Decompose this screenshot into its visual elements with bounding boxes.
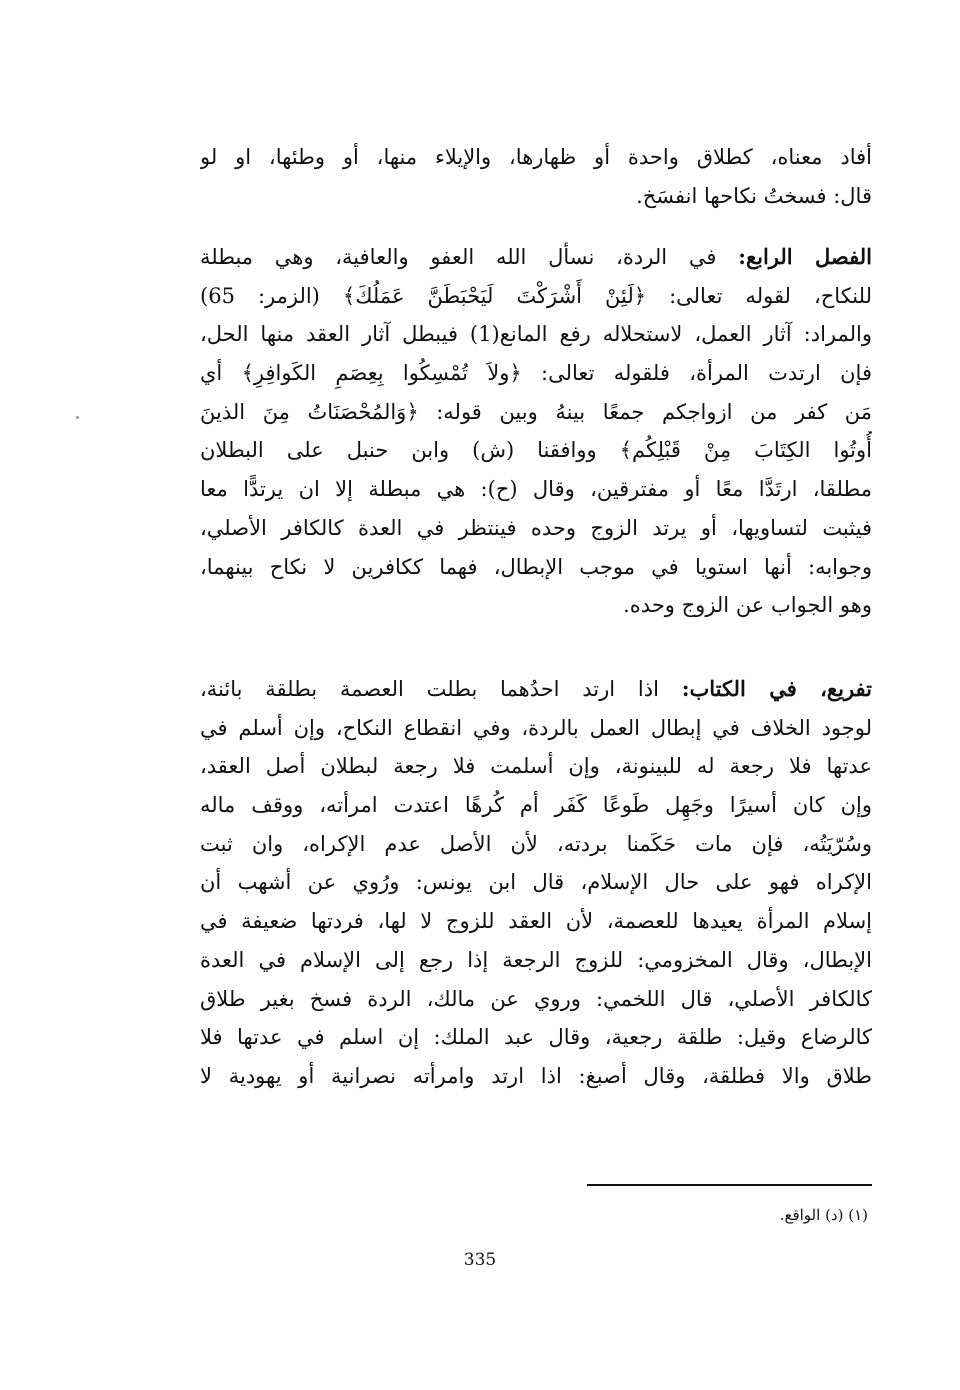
text-run: اذا ارتد احدُهما بطلت العصمة بطلقة بائنة،: [200, 677, 659, 701]
section-heading: الفصل الرابع:: [738, 244, 872, 269]
paragraph-2-apostasy-section: [200, 238, 872, 625]
text-line: وجوابه: أنها استويا في موجب الإبطال، فهما ككافرين لا نكاح بينهما،: [200, 554, 872, 579]
text-line: مطلقا، ارتَدَّا معًا أو مفترقين، وقال (ح): هي مبطلة إلا ان يرتدًّا معا: [200, 477, 872, 502]
page-number: 335: [463, 1250, 497, 1270]
text-line: وهو الجواب عن الزوج وحده.: [623, 593, 872, 618]
section-heading: تفريع، في الكتاب:: [681, 676, 872, 701]
footnote: (١) (د) الواقع.: [779, 1206, 868, 1224]
scan-speck: [76, 416, 79, 419]
text-run: في الردة، نسأل الله العفو والعافية، وهي مبطلة: [200, 245, 717, 269]
text-line: لوجود الخلاف في إبطال العمل بالردة، وفي انقطاع النكاح، وإن أسلم في: [200, 715, 872, 740]
text-line: وإن كان أسيرًا وجَهِل طَوعًا كَفَر أم كُرهًا اعتدت امرأته، ووقف ماله: [200, 793, 872, 818]
text-line: أُوتُوا الكِتَابَ مِنْ قَبْلِكُم﴾ ووافقنا (ش) وابن حنبل على البطلان: [200, 438, 872, 463]
text-line: فيثبت لتساويها، أو يرتد الزوج وحده فينتظر في العدة كالكافر الأصلي،: [200, 515, 872, 540]
text-line: قال: فسختُ نكاحها انفسَخ.: [636, 183, 872, 208]
text-line: أفاد معناه، كطلاق واحدة أو ظهارها، والإيلاء منها، أو وطئها، او لو: [200, 145, 872, 169]
text-line: الإبطال، وقال المخزومي: للزوج الرجعة إذا رجع إلى الإسلام في العدة: [200, 947, 872, 972]
paragraph-1: [200, 138, 872, 215]
text-line: والمراد: آثار العمل، لاستحلاله رفع المانع(1) فيبطل آثار العقد منها الحل،: [200, 322, 872, 347]
text-line: كالرضاع وقيل: طلقة رجعية، وقال عبد الملك: إن اسلم في عدتها فلا: [200, 1025, 872, 1050]
text-line: طلاق والا فطلقة، وقال أصبغ: اذا ارتد وامرأته نصرانية أو يهودية لا: [200, 1063, 872, 1088]
text-line: مَن كفر من ازواجكم جمعًا بينهُ وبين قوله: ﴿وَالمُحْصَنَاتُ مِنَ الذينَ: [200, 399, 872, 424]
text-line: فإن ارتدت المرأة، فلقوله تعالى: ﴿ولاَ تُمْسِكُوا بِعِصَمِ الكَوافِرِ﴾ أي: [200, 361, 872, 386]
paragraph-3-branch-section: [200, 670, 872, 1096]
text-line: كالكافر الأصلي، قال اللخمي: وروي عن مالك، الردة فسخ بغير طلاق: [200, 986, 872, 1011]
text-line: الإكراه فهو على حال الإسلام، قال ابن يونس: ورُوي عن أشهب أن: [200, 870, 872, 895]
text-line: [200, 238, 872, 277]
text-line: إسلام المرأة يعيدها للعصمة، لأن العقد للزوج لا لها، فردتها ضعيفة في: [200, 909, 872, 934]
footnote-divider: [587, 1184, 872, 1186]
text-line: للنكاح، لقوله تعالى: ﴿لَئِنْ أَشْرَكْتَ لَيَحْبَطَنَّ عَمَلُكَ﴾ (الزمر: 65): [200, 283, 872, 308]
text-line: عدتها فلا رجعة له للبينونة، وإن أسلمت فلا رجعة لبطلان أصل العقد،: [200, 754, 872, 779]
text-line: [200, 670, 872, 709]
text-line: وسُرّيَتُه، فإن مات حَكَمنا بردته، لأن الأصل عدم الإكراه، وان ثبت: [200, 831, 872, 856]
